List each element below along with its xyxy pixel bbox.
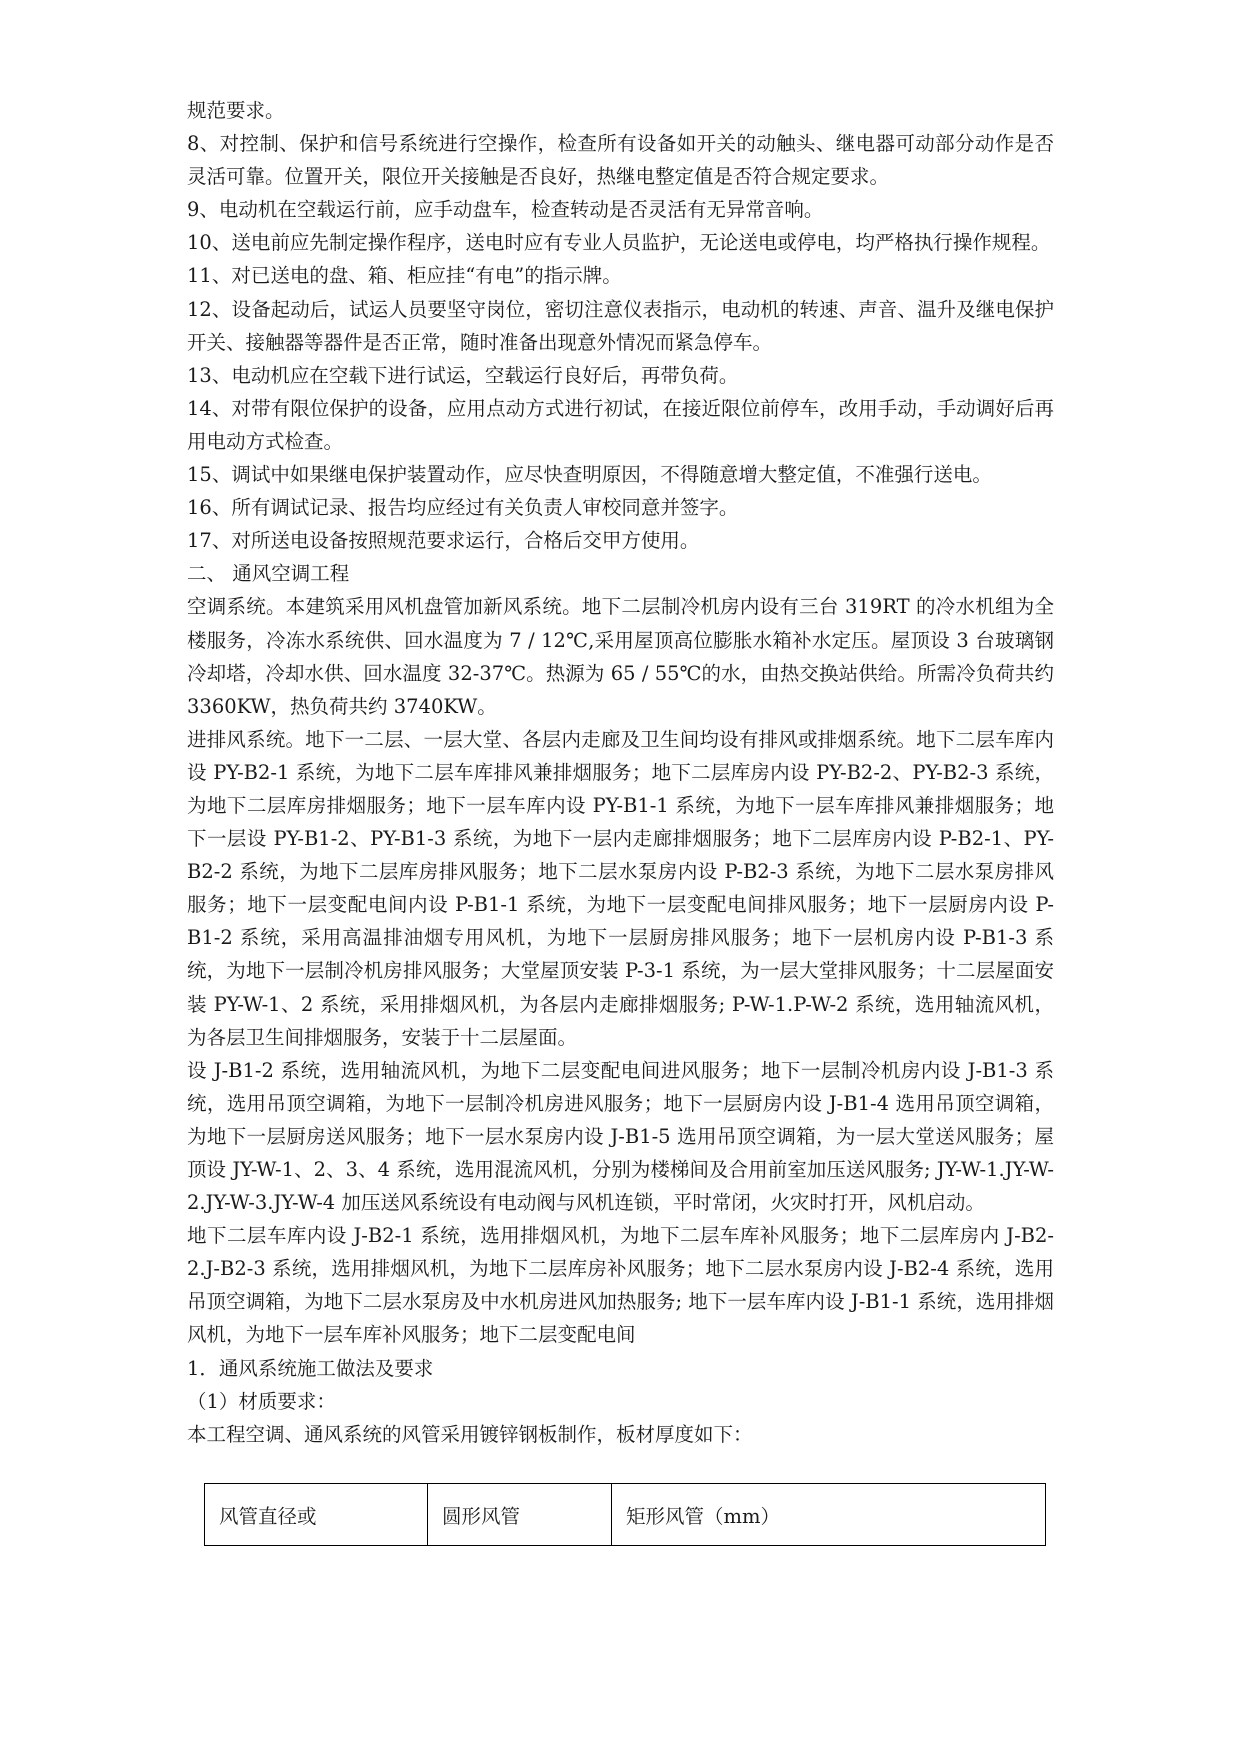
duct-thickness-table xyxy=(204,1483,1046,1546)
paragraph-makeup-air-system: 地下二层车库内设 J-B2-1 系统，选用排烟风机，为地下二层车库补风服务；地下二层库房内 J-B2-2.J-B2-3 系统，选用排烟风机，为地下二层库房补风服务；地下二层水泵房内设 J-B2-4 系统，选用吊顶空调箱，为地下二层水泵房及中水机房进风加热服务; 地下一层车库内设 J-B1-1 系统，选用排烟风机，为地下一层车库补风服务；地下二层变配电间 xyxy=(187,1224,1054,1347)
paragraph-item-13: 13、电动机应在空载下进行试运，空载运行良好后，再带负荷。 xyxy=(187,363,739,387)
paragraph-item-15: 15、调试中如果继电保护装置动作，应尽快查明原因，不得随意增大整定值，不准强行送电。 xyxy=(187,463,992,487)
paragraph-spec-requirement: 规范要求。 xyxy=(187,99,285,122)
header-round-duct: 圆形风管 xyxy=(428,1484,612,1546)
paragraph-item-11: 11、对已送电的盘、箱、柜应挂“有电”的指示牌。 xyxy=(187,264,622,288)
subheading-material-requirements: （1）材质要求： xyxy=(187,1389,336,1413)
paragraph-air-conditioning-system: 空调系统。本建筑采用风机盘管加新风系统。地下二层制冷机房内设有三台 319RT 的冷水机组为全楼服务，冷冻水系统供、回水温度为 7 / 12℃,采用屋顶高位膨胀水箱补水定压。屋顶设 3 台玻璃钢冷却塔，冷却水供、回水温度 32-37℃。热源为 65 / 55℃的水，由热交换站供给。所需冷负荷共约 3360KW，热负荷共约 3740KW。 xyxy=(187,595,1054,718)
paragraph-item-17: 17、对所送电设备按照规范要求运行，合格后交甲方使用。 xyxy=(187,529,700,553)
section-heading-hvac: 二、 通风空调工程 xyxy=(187,562,350,586)
subheading-construction-methods: 1．通风系统施工做法及要求 xyxy=(187,1356,434,1380)
paragraph-exhaust-system: 进排风系统。地下一二层、一层大堂、各层内走廊及卫生间均设有排风或排烟系统。地下二层车库内设 PY-B2-1 系统，为地下二层车库排风兼排烟服务；地下二层库房内设 PY-B2-2、PY-B2-3 系统，为地下二层库房排烟服务；地下一层车库内设 PY-B1-1 系统，为地下一层车库排风兼排烟服务；地下一层设 PY-B1-2、PY-B1-3 系统，为地下一层内走廊排烟服务；地下二层库房内设 P-B2-1、PY-B2-2 系统，为地下二层库房排风服务；地下二层水泵房内设 P-B2-3 系统，为地下二层水泵房排风服务；地下一层变配电间内设 P-B1-1 系统，为地下一层变配电间排风服务；地下一层厨房内设 P-B1-2 系统，采用高温排油烟专用风机，为地下一层厨房排风服务；地下一层机房内设 P-B1-3 系统，为地下一层制冷机房排风服务；大堂屋顶安装 P-3-1 系统，为一层大堂排风服务；十二层屋面安装 PY-W-1、2 系统，采用排烟风机，为各层内走廊排烟服务; P-W-1.P-W-2 系统，选用轴流风机，为各层卫生间排烟服务，安装于十二层屋面。 xyxy=(187,727,1054,1049)
header-rectangular-duct: 矩形风管（mm） xyxy=(612,1484,1046,1546)
paragraph-item-10: 10、送电前应先制定操作程序，送电时应有专业人员监护，无论送电或停电，均严格执行操作规程。 xyxy=(187,231,1051,255)
duct-thickness-table-wrapper xyxy=(204,1483,1046,1546)
paragraph-item-8: 8、对控制、保护和信号系统进行空操作，检查所有设备如开关的动触头、继电器可动部分动作是否灵活可靠。位置开关，限位开关接触是否良好，热继电整定值是否符合规定要求。 xyxy=(187,132,1054,189)
paragraph-item-16: 16、所有调试记录、报告均应经过有关负责人审校同意并签字。 xyxy=(187,496,739,520)
paragraph-supply-system: 设 J-B1-2 系统，选用轴流风机，为地下二层变配电间进风服务；地下一层制冷机房内设 J-B1-3 系统，选用吊顶空调箱，为地下一层制冷机房进风服务；地下一层厨房内设 J-B1-4 选用吊顶空调箱，为地下一层厨房送风服务；地下一层水泵房内设 J-B1-5 选用吊顶空调箱，为一层大堂送风服务；屋顶设 JY-W-1、2、3、4 系统，选用混流风机，分别为楼梯间及合用前室加压送风服务; JY-W-1.JY-W-2.JY-W-3.JY-W-4 加压送风系统设有电动阀与风机连锁，平时常闭，火灾时打开，风机启动。 xyxy=(187,1058,1054,1215)
header-duct-diameter: 风管直径或 xyxy=(205,1484,428,1546)
paragraph-item-14: 14、对带有限位保护的设备，应用点动方式进行初试，在接近限位前停车，改用手动，手动调好后再用电动方式检查。 xyxy=(187,396,1054,453)
paragraph-duct-material: 本工程空调、通风系统的风管采用镀锌钢板制作，板材厚度如下： xyxy=(187,1422,753,1446)
paragraph-item-12: 12、设备起动后，试运人员要坚守岗位，密切注意仪表指示，电动机的转速、声音、温升及继电保护开关、接触器等器件是否正常，随时准备出现意外情况而紧急停车。 xyxy=(187,297,1054,354)
table-header-row xyxy=(205,1484,1046,1546)
paragraph-item-9: 9、电动机在空载运行前，应手动盘车，检查转动是否灵活有无异常音响。 xyxy=(187,198,824,222)
document-body xyxy=(187,94,1054,1451)
